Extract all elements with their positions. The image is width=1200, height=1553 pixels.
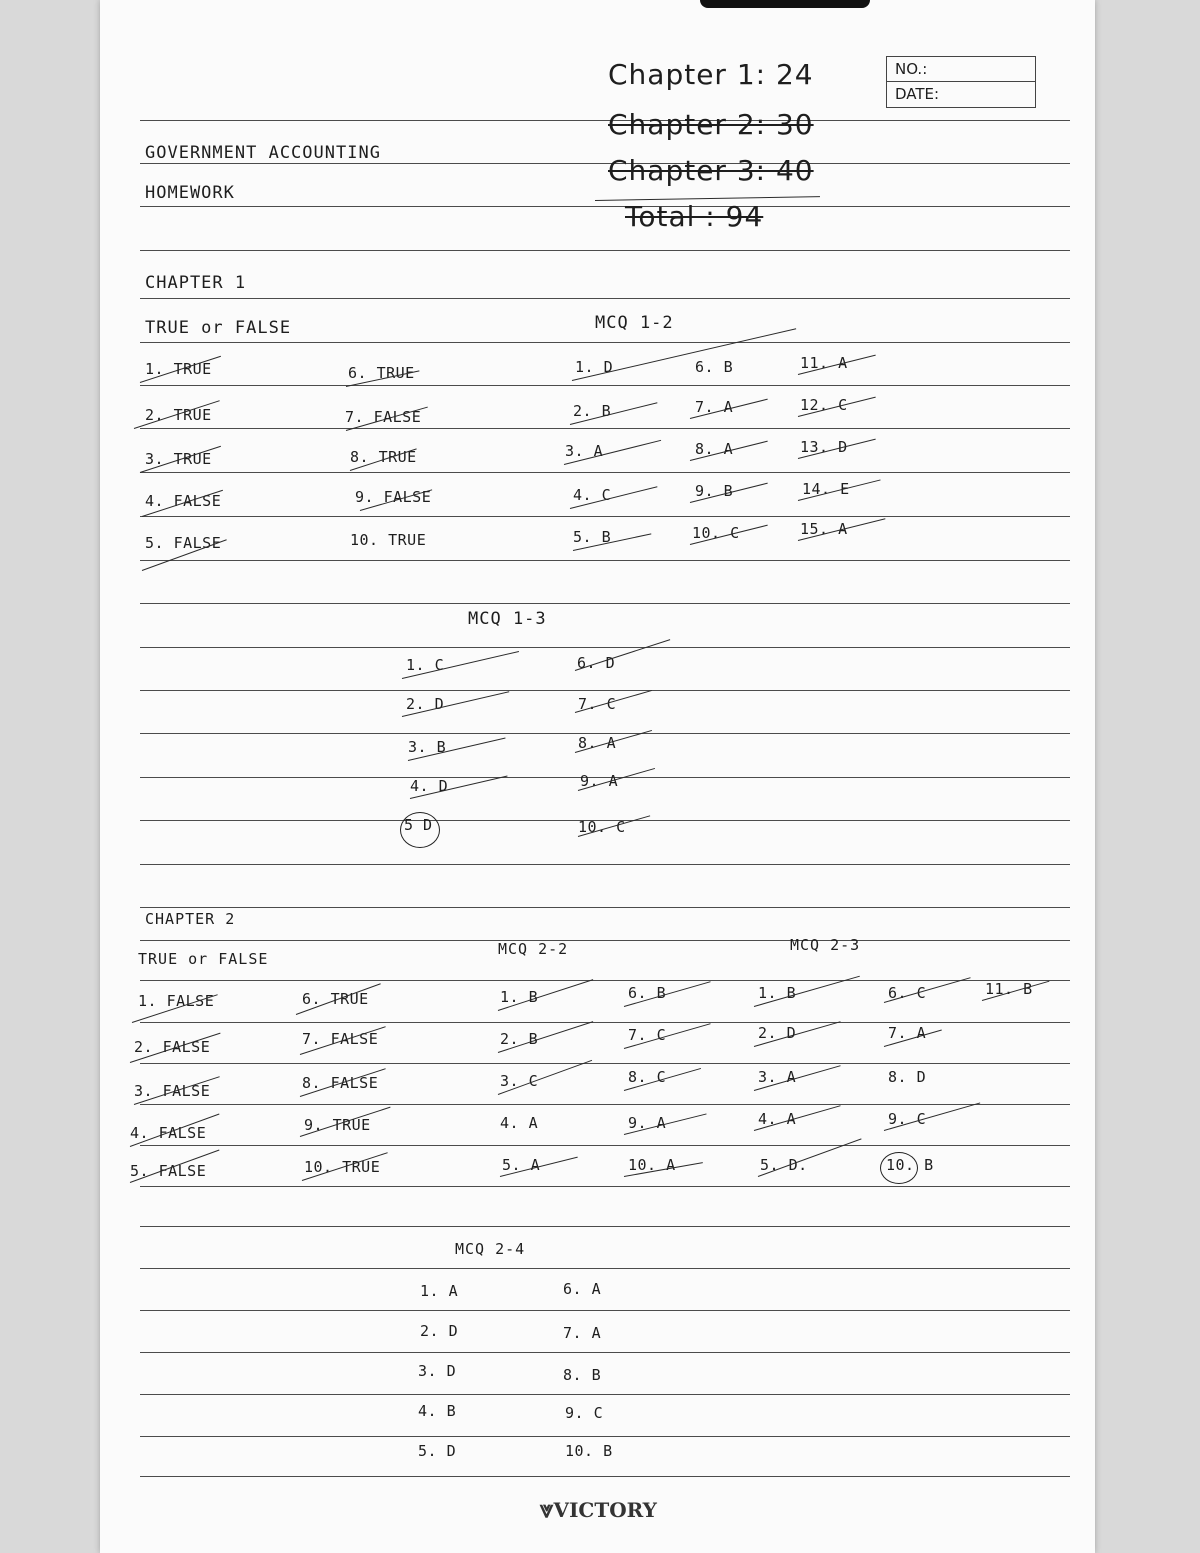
list-item: 3. TRUE <box>145 450 212 468</box>
list-item: 8. C <box>628 1068 667 1086</box>
list-item: 1. B <box>758 984 797 1002</box>
list-item: 4. A <box>758 1110 797 1128</box>
list-item: 3. C <box>500 1072 539 1090</box>
list-item: 8. A <box>695 440 734 458</box>
list-item: 1. C <box>406 656 445 674</box>
list-item: 4. C <box>573 486 612 504</box>
chapter2-tf-title: TRUE or FALSE <box>138 950 269 968</box>
list-item: 9. A <box>580 772 619 790</box>
list-item: 8. D <box>888 1068 927 1086</box>
list-item: 10. C <box>578 818 626 836</box>
list-item: 4. A <box>500 1114 539 1132</box>
list-item: 5 D <box>404 816 433 834</box>
no-label: NO.: <box>887 57 1035 82</box>
brand-logo: ⩔VICTORY <box>540 1494 657 1523</box>
circle-mark <box>880 1152 918 1184</box>
v-icon: ⩔ <box>540 1494 554 1523</box>
score-chapter-2: Chapter 2: 30 <box>608 108 814 141</box>
list-item: 13. D <box>800 438 848 456</box>
list-item: 2. FALSE <box>134 1038 211 1056</box>
list-item: 11. A <box>800 354 848 372</box>
mcq-2-4-title: MCQ 2-4 <box>455 1240 526 1258</box>
list-item: 5. FALSE <box>145 534 222 552</box>
list-item: 2. B <box>573 402 612 420</box>
list-item: 6. TRUE <box>302 990 369 1008</box>
list-item: 3. A <box>758 1068 797 1086</box>
list-item: 6. TRUE <box>348 364 415 382</box>
list-item: 5. A <box>502 1156 541 1174</box>
assignment-title: HOMEWORK <box>145 183 235 203</box>
list-item: 6. C <box>888 984 927 1002</box>
scan-shadow <box>700 0 870 8</box>
list-item: 2. D <box>758 1024 797 1042</box>
mcq-1-3-title: MCQ 1-3 <box>468 609 547 629</box>
list-item: 6. B <box>695 358 734 376</box>
list-item: 3. D <box>418 1362 457 1380</box>
list-item: 8. TRUE <box>350 448 417 466</box>
list-item: 2. TRUE <box>145 406 212 424</box>
chapter1-title: CHAPTER 1 <box>145 273 247 293</box>
score-total: Total : 94 <box>625 200 764 233</box>
list-item: 7. A <box>563 1324 602 1342</box>
list-item: 9. TRUE <box>304 1116 371 1134</box>
mcq-1-2-title: MCQ 1-2 <box>595 313 674 333</box>
list-item: 8. A <box>578 734 617 752</box>
list-item: 1. FALSE <box>138 992 215 1010</box>
list-item: 1. TRUE <box>145 360 212 378</box>
course-title: GOVERNMENT ACCOUNTING <box>145 143 381 163</box>
no-date-box <box>886 56 1036 108</box>
list-item: 5. D <box>418 1442 457 1460</box>
list-item: 10. B <box>886 1156 934 1174</box>
list-item: 3. B <box>408 738 447 756</box>
list-item: 1. A <box>420 1282 459 1300</box>
list-item: 3. A <box>565 442 604 460</box>
list-item: 3. FALSE <box>134 1082 211 1100</box>
list-item: 10. B <box>565 1442 613 1460</box>
chapter1-tf-title: TRUE or FALSE <box>145 318 292 338</box>
list-item: 2. D <box>406 695 445 713</box>
list-item: 1. D <box>575 358 614 376</box>
list-item: 4. FALSE <box>130 1124 207 1142</box>
list-item: 2. B <box>500 1030 539 1048</box>
circle-mark <box>400 812 440 848</box>
list-item: 4. FALSE <box>145 492 222 510</box>
list-item: 8. B <box>563 1366 602 1384</box>
mcq-2-2-title: MCQ 2-2 <box>498 940 569 958</box>
list-item: 10. C <box>692 524 740 542</box>
list-item: 6. B <box>628 984 667 1002</box>
date-label: DATE: <box>895 85 940 103</box>
mcq-2-3-title: MCQ 2-3 <box>790 936 861 954</box>
list-item: 7. FALSE <box>302 1030 379 1048</box>
list-item: 15. A <box>800 520 848 538</box>
chapter2-title: CHAPTER 2 <box>145 910 236 928</box>
list-item: 10. TRUE <box>304 1158 381 1176</box>
score-chapter-1: Chapter 1: 24 <box>608 58 814 91</box>
list-item: 9. C <box>888 1110 927 1128</box>
list-item: 7. FALSE <box>345 408 422 426</box>
list-item: 9. C <box>565 1404 604 1422</box>
list-item: 14. E <box>802 480 850 498</box>
list-item: 11. B <box>985 980 1033 998</box>
list-item: 9. B <box>695 482 734 500</box>
list-item: 1. B <box>500 988 539 1006</box>
list-item: 7. A <box>888 1024 927 1042</box>
list-item: 9. A <box>628 1114 667 1132</box>
list-item: 5. FALSE <box>130 1162 207 1180</box>
list-item: 7. C <box>628 1026 667 1044</box>
list-item: 4. B <box>418 1402 457 1420</box>
list-item: 2. D <box>420 1322 459 1340</box>
list-item: 10. TRUE <box>350 531 427 549</box>
list-item: 12. C <box>800 396 848 414</box>
list-item: 5. D. <box>760 1156 808 1174</box>
score-chapter-3: Chapter 3: 40 <box>608 154 814 187</box>
list-item: 7. C <box>578 695 617 713</box>
list-item: 9. FALSE <box>355 488 432 506</box>
list-item: 5. B <box>573 528 612 546</box>
list-item: 10. A <box>628 1156 676 1174</box>
list-item: 6. A <box>563 1280 602 1298</box>
list-item: 4. D <box>410 777 449 795</box>
list-item: 7. A <box>695 398 734 416</box>
list-item: 8. FALSE <box>302 1074 379 1092</box>
list-item: 6. D <box>577 654 616 672</box>
